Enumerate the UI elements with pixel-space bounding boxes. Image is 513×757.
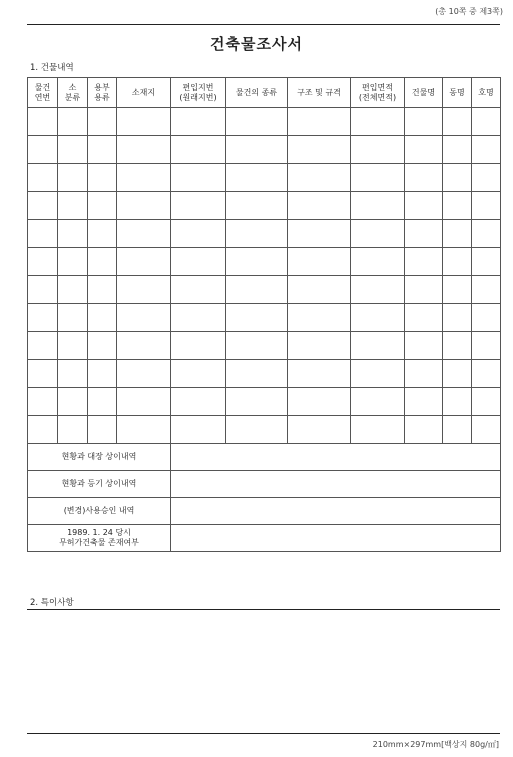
table-cell[interactable] — [288, 164, 351, 192]
col-header-subclass: 소 분류 — [58, 78, 88, 108]
table-cell[interactable] — [472, 276, 501, 304]
col-header-item-type: 물건의 종류 — [226, 78, 288, 108]
table-cell[interactable] — [443, 276, 472, 304]
table-cell[interactable] — [117, 192, 171, 220]
col-header-building-name: 건물명 — [405, 78, 443, 108]
table-cell[interactable] — [28, 416, 58, 444]
table-cell[interactable] — [58, 164, 88, 192]
table-row — [28, 388, 501, 416]
table-cell[interactable] — [226, 360, 288, 388]
table-cell[interactable] — [226, 164, 288, 192]
document-title: 건축물조사서 — [210, 35, 303, 53]
table-row — [28, 276, 501, 304]
table-cell[interactable] — [58, 388, 88, 416]
table-row — [28, 108, 501, 136]
table-cell[interactable] — [405, 164, 443, 192]
table-cell[interactable] — [405, 192, 443, 220]
value-cell[interactable] — [171, 471, 501, 498]
table-row — [28, 416, 501, 444]
table-cell[interactable] — [351, 220, 405, 248]
table-cell[interactable] — [472, 192, 501, 220]
table-cell[interactable] — [226, 136, 288, 164]
table-cell[interactable] — [88, 332, 117, 360]
table-cell[interactable] — [117, 332, 171, 360]
table-cell[interactable] — [171, 136, 226, 164]
table-cell[interactable] — [58, 136, 88, 164]
col-header-location: 소재지 — [117, 78, 171, 108]
table-cell[interactable] — [226, 276, 288, 304]
table-row — [28, 471, 501, 498]
table-cell[interactable] — [351, 276, 405, 304]
table-cell[interactable] — [288, 220, 351, 248]
row-label-approval-history: (변경)사용승인 내역 — [28, 498, 171, 525]
table-cell[interactable] — [472, 360, 501, 388]
section-1-heading: 1. 건물내역 — [30, 63, 74, 73]
table-cell[interactable] — [117, 276, 171, 304]
table-cell[interactable] — [288, 192, 351, 220]
section-2-rule — [27, 609, 500, 610]
table-cell[interactable] — [88, 136, 117, 164]
table-row — [28, 444, 501, 471]
value-cell[interactable] — [171, 525, 501, 552]
table-cell[interactable] — [443, 164, 472, 192]
table-cell[interactable] — [288, 108, 351, 136]
table-cell[interactable] — [58, 304, 88, 332]
table-row — [28, 136, 501, 164]
table-cell[interactable] — [443, 136, 472, 164]
table-cell[interactable] — [443, 416, 472, 444]
table-cell[interactable] — [405, 220, 443, 248]
table-cell[interactable] — [171, 276, 226, 304]
table-cell[interactable] — [288, 248, 351, 276]
table-cell[interactable] — [58, 248, 88, 276]
table-cell[interactable] — [171, 108, 226, 136]
table-cell[interactable] — [28, 220, 58, 248]
table-row — [28, 360, 501, 388]
table-cell[interactable] — [226, 304, 288, 332]
table-cell[interactable] — [28, 388, 58, 416]
table-cell[interactable] — [28, 108, 58, 136]
table-cell[interactable] — [351, 108, 405, 136]
table-cell[interactable] — [171, 192, 226, 220]
table-cell[interactable] — [472, 304, 501, 332]
table-cell[interactable] — [88, 304, 117, 332]
table-cell[interactable] — [88, 416, 117, 444]
table-cell[interactable] — [351, 332, 405, 360]
table-cell[interactable] — [28, 248, 58, 276]
table-cell[interactable] — [405, 360, 443, 388]
page-count-note: (총 10쪽 중 제3쪽) — [435, 7, 503, 16]
table-cell[interactable] — [88, 220, 117, 248]
table-cell[interactable] — [117, 108, 171, 136]
table-cell[interactable] — [351, 388, 405, 416]
table-cell[interactable] — [117, 220, 171, 248]
table-cell[interactable] — [28, 276, 58, 304]
table-cell[interactable] — [226, 192, 288, 220]
table-cell[interactable] — [351, 248, 405, 276]
table-cell[interactable] — [405, 388, 443, 416]
value-cell[interactable] — [171, 498, 501, 525]
table-cell[interactable] — [405, 276, 443, 304]
table-row — [28, 498, 501, 525]
table-cell[interactable] — [58, 276, 88, 304]
table-cell[interactable] — [117, 248, 171, 276]
table-cell[interactable] — [472, 388, 501, 416]
table-cell[interactable] — [472, 416, 501, 444]
table-cell[interactable] — [288, 136, 351, 164]
table-cell[interactable] — [117, 164, 171, 192]
table-cell[interactable] — [288, 276, 351, 304]
table-cell[interactable] — [117, 416, 171, 444]
table-cell[interactable] — [58, 332, 88, 360]
table-cell[interactable] — [288, 360, 351, 388]
col-header-area: 편입면적 (전체면적) — [351, 78, 405, 108]
table-cell[interactable] — [226, 108, 288, 136]
table-cell[interactable] — [88, 192, 117, 220]
row-label-registry-diff: 현황과 등기 상이내역 — [28, 471, 171, 498]
table-cell[interactable] — [88, 276, 117, 304]
table-cell[interactable] — [117, 360, 171, 388]
table-cell[interactable] — [88, 164, 117, 192]
row-label-register-diff: 현황과 대장 상이내역 — [28, 444, 171, 471]
table-cell[interactable] — [28, 360, 58, 388]
table-cell[interactable] — [171, 220, 226, 248]
table-cell[interactable] — [88, 108, 117, 136]
table-cell[interactable] — [226, 332, 288, 360]
table-cell[interactable] — [288, 388, 351, 416]
table-cell[interactable] — [226, 388, 288, 416]
table-header-row — [28, 78, 501, 108]
table-cell[interactable] — [58, 220, 88, 248]
table-cell[interactable] — [171, 416, 226, 444]
table-cell[interactable] — [351, 360, 405, 388]
table-cell[interactable] — [58, 416, 88, 444]
table-cell[interactable] — [288, 416, 351, 444]
table-cell[interactable] — [28, 136, 58, 164]
table-cell[interactable] — [171, 332, 226, 360]
table-cell[interactable] — [472, 332, 501, 360]
table-row — [28, 525, 501, 552]
table-cell[interactable] — [443, 332, 472, 360]
table-cell[interactable] — [171, 164, 226, 192]
table-cell[interactable] — [472, 108, 501, 136]
table-cell[interactable] — [58, 108, 88, 136]
table-cell[interactable] — [88, 388, 117, 416]
table-row — [28, 220, 501, 248]
table-cell[interactable] — [288, 332, 351, 360]
table-cell[interactable] — [117, 136, 171, 164]
top-rule — [27, 24, 500, 25]
table-cell[interactable] — [443, 220, 472, 248]
table-cell[interactable] — [28, 304, 58, 332]
table-cell[interactable] — [28, 332, 58, 360]
table-cell[interactable] — [405, 248, 443, 276]
footer-rule — [27, 733, 500, 734]
building-details-table — [27, 77, 501, 552]
table-cell[interactable] — [117, 304, 171, 332]
table-cell[interactable] — [288, 304, 351, 332]
table-cell[interactable] — [88, 248, 117, 276]
table-cell[interactable] — [88, 360, 117, 388]
table-cell[interactable] — [351, 416, 405, 444]
table-row — [28, 164, 501, 192]
table-cell[interactable] — [443, 108, 472, 136]
table-cell[interactable] — [443, 248, 472, 276]
col-header-unit-no: 호명 — [472, 78, 501, 108]
table-cell[interactable] — [405, 304, 443, 332]
table-row — [28, 332, 501, 360]
table-cell[interactable] — [443, 360, 472, 388]
table-row — [28, 192, 501, 220]
table-cell[interactable] — [351, 136, 405, 164]
table-cell[interactable] — [226, 220, 288, 248]
table-cell[interactable] — [226, 416, 288, 444]
table-row — [28, 248, 501, 276]
table-cell[interactable] — [443, 192, 472, 220]
table-row — [28, 304, 501, 332]
table-cell[interactable] — [405, 416, 443, 444]
table-cell[interactable] — [351, 164, 405, 192]
table-cell[interactable] — [58, 360, 88, 388]
table-cell[interactable] — [171, 360, 226, 388]
col-header-structure: 구조 및 규격 — [288, 78, 351, 108]
table-cell[interactable] — [472, 248, 501, 276]
col-header-lot-number: 편입지번 (원래지번) — [171, 78, 226, 108]
table-cell[interactable] — [405, 332, 443, 360]
row-label-unlicensed-building: 1989. 1. 24 당시 무허가건축물 존재여부 — [28, 525, 171, 552]
table-cell[interactable] — [472, 136, 501, 164]
table-cell[interactable] — [171, 304, 226, 332]
table-cell[interactable] — [171, 388, 226, 416]
table-cell[interactable] — [226, 248, 288, 276]
table-cell[interactable] — [443, 388, 472, 416]
paper-spec-note: 210mm×297mm[백상지 80g/㎡] — [372, 740, 499, 749]
value-cell[interactable] — [171, 444, 501, 471]
col-header-building-no: 동명 — [443, 78, 472, 108]
table-cell[interactable] — [405, 136, 443, 164]
section-2-heading: 2. 특이사항 — [30, 598, 74, 608]
table-cell[interactable] — [472, 220, 501, 248]
table-cell[interactable] — [28, 164, 58, 192]
table-cell[interactable] — [117, 388, 171, 416]
col-header-item-no: 물건 연번 — [28, 78, 58, 108]
table-cell[interactable] — [351, 192, 405, 220]
table-cell[interactable] — [58, 192, 88, 220]
table-cell[interactable] — [351, 304, 405, 332]
table-cell[interactable] — [405, 108, 443, 136]
table-cell[interactable] — [28, 192, 58, 220]
col-header-usage: 용부 용류 — [88, 78, 117, 108]
table-cell[interactable] — [171, 248, 226, 276]
table-cell[interactable] — [443, 304, 472, 332]
table-cell[interactable] — [472, 164, 501, 192]
